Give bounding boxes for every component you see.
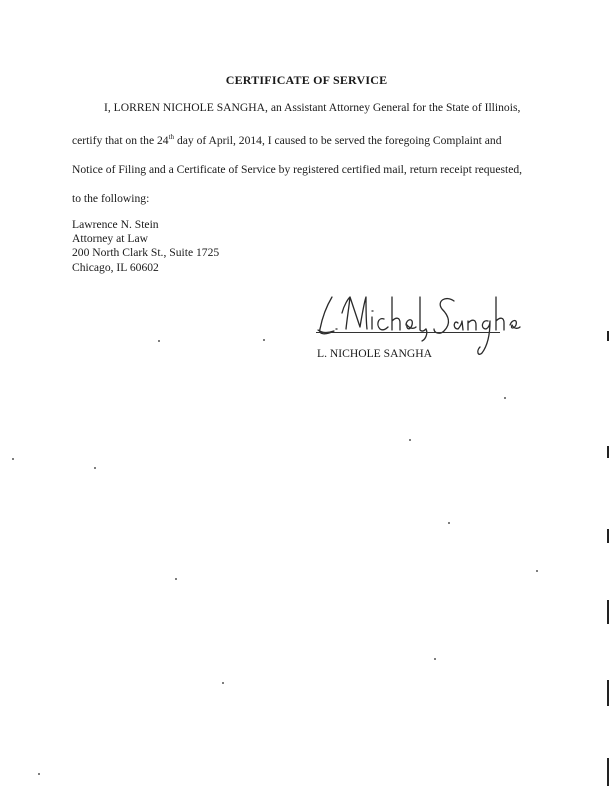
recipient-address — [72, 218, 219, 275]
scan-edge-mark — [607, 680, 609, 706]
recipient-city: Chicago, IL 60602 — [72, 260, 159, 274]
scan-speck — [434, 658, 436, 660]
scan-edge-mark — [607, 758, 609, 786]
body-line-2 — [72, 134, 502, 147]
ordinal-suffix: th — [168, 133, 175, 141]
scan-edge-mark — [607, 446, 609, 458]
scan-speck — [38, 773, 40, 775]
signer-name: L. NICHOLE SANGHA — [317, 347, 432, 360]
scan-speck — [12, 458, 14, 460]
recipient-title: Attorney at Law — [72, 232, 148, 246]
recipient-name: Lawrence N. Stein — [72, 218, 159, 231]
body-line-2-end: day of April, 2014, I caused to be served the foregoing Complaint and — [174, 134, 502, 147]
scan-edge-mark — [607, 600, 609, 624]
scan-speck — [158, 340, 160, 342]
scan-speck — [448, 522, 450, 524]
scan-speck — [504, 397, 506, 399]
recipient-street: 200 North Clark St., Suite 1725 — [72, 246, 220, 260]
signature-line — [316, 332, 500, 333]
scan-edge-mark — [607, 529, 609, 543]
scan-speck — [175, 578, 177, 580]
document-title: CERTIFICATE OF SERVICE — [225, 73, 388, 87]
scan-edge-mark — [607, 331, 609, 341]
scan-speck — [222, 682, 224, 684]
body-line-2-start: certify that on the 24 — [72, 134, 169, 147]
body-line-4: to the following: — [72, 192, 150, 205]
scan-speck — [94, 467, 96, 469]
body-line-3: Notice of Filing and a Certificate of Service by registered certified mail, return receipt requested, — [72, 163, 523, 176]
scan-speck — [263, 339, 265, 341]
scan-speck — [536, 570, 538, 572]
body-line-1: I, LORREN NICHOLE SANGHA, an Assistant Attorney General for the State of Illinois, — [104, 101, 521, 114]
scan-speck — [409, 439, 411, 441]
